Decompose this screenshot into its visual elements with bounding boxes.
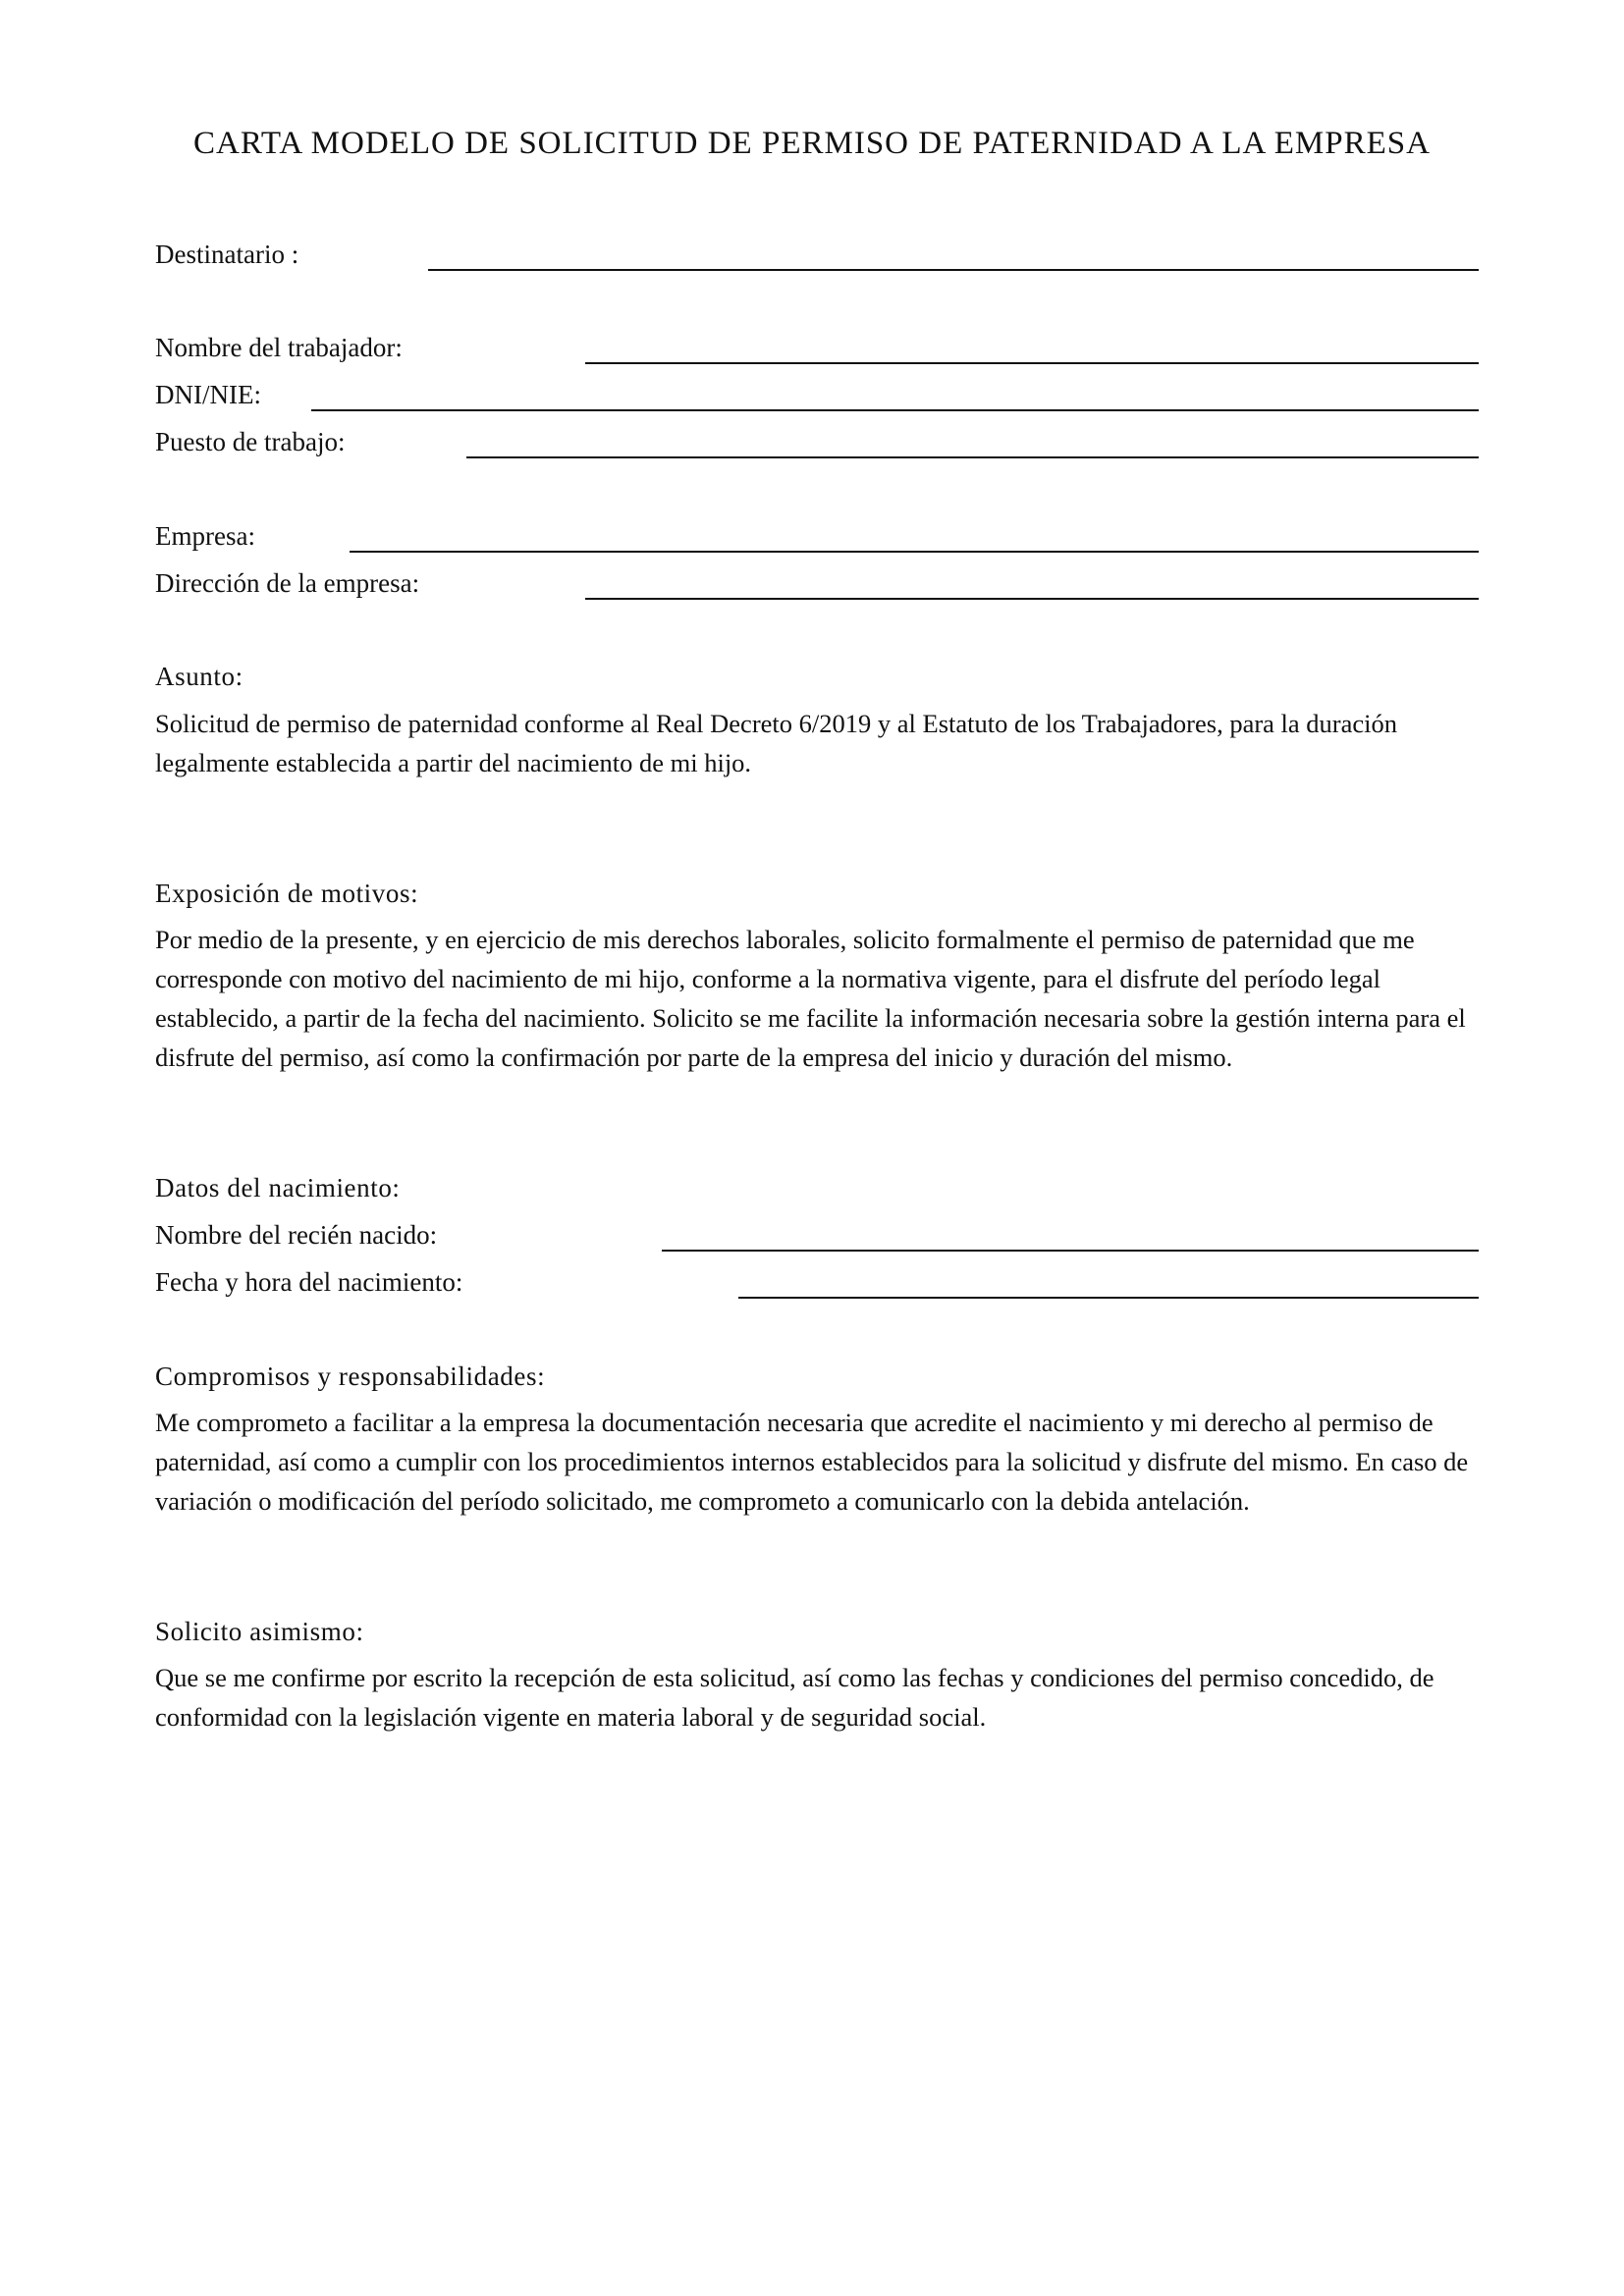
nombre-recien-nacido-field-line[interactable] bbox=[662, 1250, 1479, 1252]
exposicion-text: Por medio de la presente, y en ejercicio de mis derechos laborales, solicito formalmente el permiso de paternidad que me corresponde con motivo del nacimiento de mi hijo, conforme a la normativa vigente, para el disfrute del período legal establecido, a partir de la fecha del nacimiento. Solicito se me facilite la información necesaria sobre la gestión interna para el disfrute del permiso, así como la confirmación por parte de la empresa del inicio y duración del mismo. bbox=[155, 925, 1466, 1072]
empresa-field-line[interactable] bbox=[350, 551, 1479, 553]
solicito-heading: Solicito asimismo: bbox=[155, 1617, 364, 1646]
dni-nie-field-line[interactable] bbox=[311, 409, 1479, 411]
direccion-empresa-field-line[interactable] bbox=[585, 598, 1479, 600]
asunto-text: Solicitud de permiso de paternidad conforme al Real Decreto 6/2019 y al Estatuto de los Trabajadores, para la duración legalmente establecida a partir del nacimiento de mi hijo. bbox=[155, 709, 1397, 777]
nacimiento-heading: Datos del nacimiento: bbox=[155, 1173, 401, 1202]
fecha-hora-nacimiento-label: Fecha y hora del nacimiento: bbox=[155, 1267, 463, 1297]
solicito-text: Que se me confirme por escrito la recepción de esta solicitud, así como las fechas y condiciones del permiso concedido, de conformidad con la legislación vigente en materia laboral y de seguridad social. bbox=[155, 1663, 1435, 1732]
puesto-trabajo-label: Puesto de trabajo: bbox=[155, 427, 346, 456]
fecha-hora-nacimiento-field-line[interactable] bbox=[738, 1297, 1479, 1299]
compromisos-heading: Compromisos y responsabilidades: bbox=[155, 1362, 546, 1391]
compromisos-text: Me comprometo a facilitar a la empresa la documentación necesaria que acredite el nacimiento y mi derecho al permiso de paternidad, así como a cumplir con los procedimientos internos establecidos para la solicitud y disfrute del mismo. En caso de variación o modificación del período solicitado, me comprometo a comunicarlo con la debida antelación. bbox=[155, 1408, 1469, 1516]
dni-nie-label: DNI/NIE: bbox=[155, 380, 261, 409]
document-title: CARTA MODELO DE SOLICITUD DE PERMISO DE PATERNIDAD A LA EMPRESA bbox=[193, 126, 1431, 161]
empresa-label: Empresa: bbox=[155, 521, 255, 551]
destinatario-field-line[interactable] bbox=[428, 269, 1479, 271]
nombre-trabajador-field-line[interactable] bbox=[585, 362, 1479, 364]
nombre-recien-nacido-label: Nombre del recién nacido: bbox=[155, 1220, 438, 1250]
destinatario-label: Destinatario : bbox=[155, 240, 299, 269]
nombre-trabajador-label: Nombre del trabajador: bbox=[155, 333, 403, 362]
exposicion-heading: Exposición de motivos: bbox=[155, 879, 419, 908]
asunto-heading: Asunto: bbox=[155, 662, 244, 691]
puesto-trabajo-field-line[interactable] bbox=[466, 456, 1479, 458]
direccion-empresa-label: Dirección de la empresa: bbox=[155, 568, 420, 598]
